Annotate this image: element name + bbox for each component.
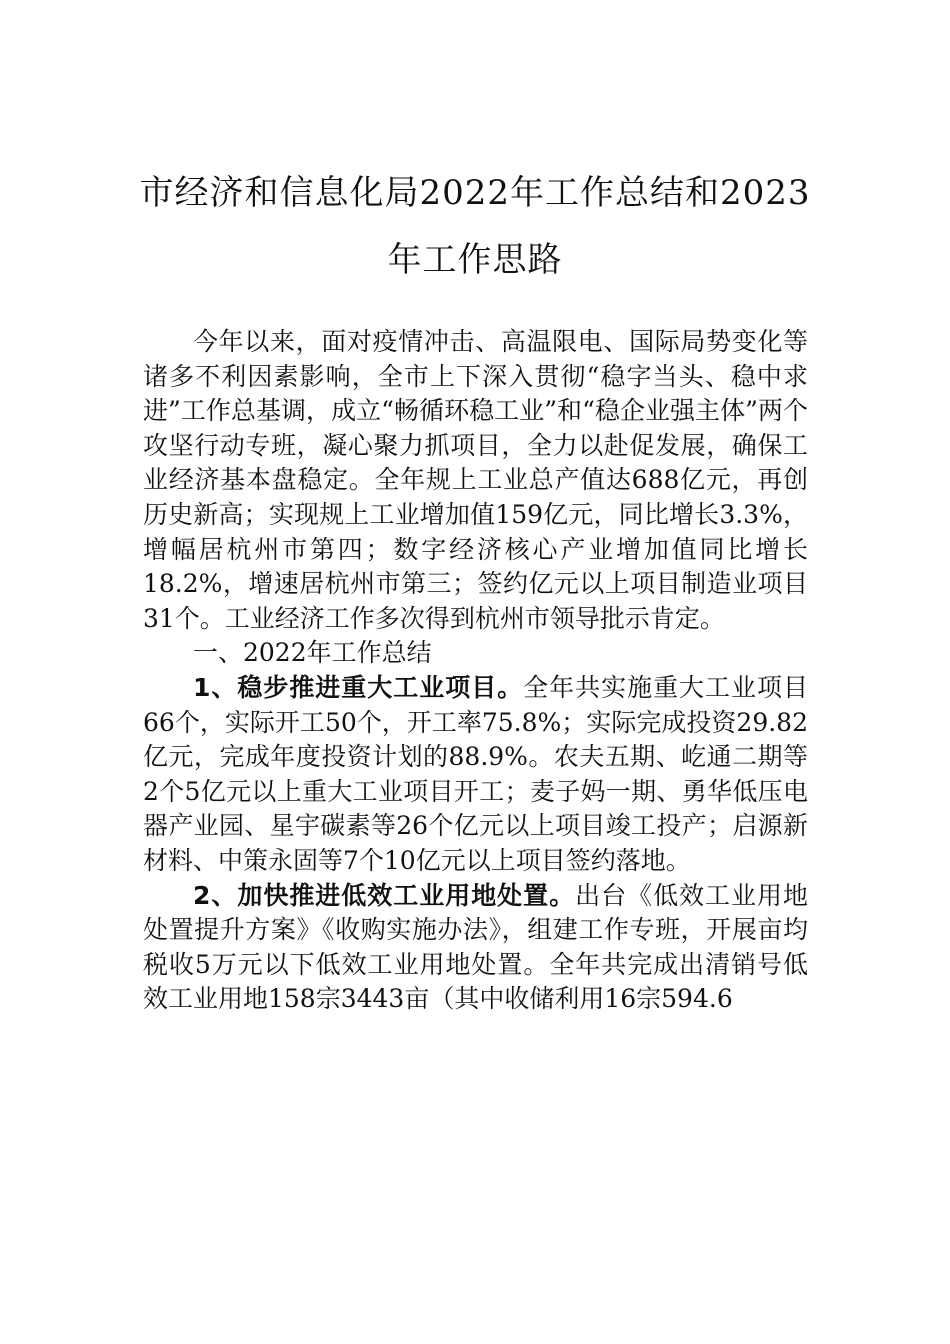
- item-2-text: 出台《低效工业用地处置提升方案》《收购实施办法》，组建工作专班，开展亩均税收5万元以下低效工业用地处置。全年共完成出清销号低效工业用地158宗3443亩（其中收储利用16宗594.6: [143, 880, 808, 1014]
- intro-paragraph: 今年以来，面对疫情冲击、高温限电、国际局势变化等诸多不利因素影响，全市上下深入贯彻“稳字当头、稳中求进”工作总基调，成立“畅循环稳工业”和“稳企业强主体”两个攻坚行动专班，凝心聚力抓项目，全力以赴促发展，确保工业经济基本盘稳定。全年规上工业总产值达688亿元，再创历史新高；实现规上工业增加值159亿元，同比增长3.3%，增幅居杭州市第四；数字经济核心产业增加值同比增长18.2%，增速居杭州市第三；签约亿元以上项目制造业项目31个。工业经济工作多次得到杭州市领导批示肯定。: [143, 327, 808, 633]
- title-line-2: 年工作思路: [387, 240, 563, 280]
- item-1-paragraph: [143, 671, 808, 879]
- item-1-text: 全年共实施重大工业项目66个，实际开工50个，开工率75.8%；实际完成投资29.82亿元，完成年度投资计划的88.9%。农夫五期、屹通二期等2个5亿元以上重大工业项目开工；麦子妈一期、勇华低压电器产业园、星宇碳素等26个亿元以上项目竣工投产；启源新材料、中策永固等7个10亿元以上项目签约落地。: [143, 672, 808, 875]
- section-heading: 一、2022年工作总结: [193, 638, 432, 668]
- item-1-title: 1、稳步推进重大工业项目。: [193, 672, 524, 702]
- item-2-title: 2、加快推进低效工业用地处置。: [193, 880, 576, 910]
- document-body: [143, 325, 808, 1017]
- item-2-paragraph: [143, 879, 808, 1017]
- document-title: [100, 160, 850, 294]
- title-line-1: 市经济和信息化局2022年工作总结和2023: [139, 173, 811, 213]
